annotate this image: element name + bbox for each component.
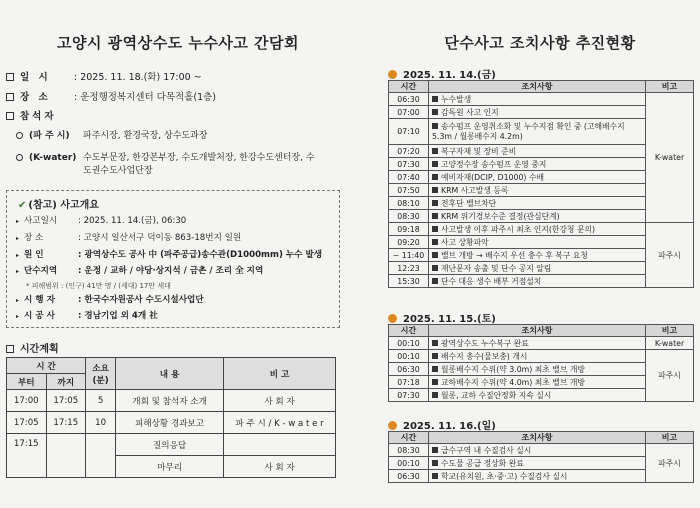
meta-attendees: 참석자	[6, 111, 74, 123]
square-bullet-icon	[432, 213, 438, 219]
square-bullet-icon	[432, 226, 438, 232]
action-table-day2: 시간 조치사항 비고 00:10 광역상수도 누수복구 완료 K-water 00:10 배수지 충수(물보충) 개시 파주시 06:30 월롱배수지 수위(약 3.0m) 최초 밸브 개방 07:18 교하배수지 수위(약 4.0m) 최초 밸브 개방 07:30 월롱, 교하 수질안정화 지속 실시	[388, 324, 694, 402]
col-header-time: 시 간	[7, 358, 86, 374]
table-row: 06:30 학교(유치원, 초·중·고) 수질검사 실시	[389, 470, 694, 483]
table-row: 00:10 배수지 충수(물보충) 개시 파주시	[389, 350, 694, 363]
table-row: 07:00 감독원 사고 인지	[389, 106, 694, 119]
triangle-bullet-icon: ▸	[16, 235, 20, 242]
table-row: ~ 11:40 밸브 개방 → 배수지 우선 충수 후 복구 요청	[389, 249, 694, 262]
square-bullet-icon	[432, 278, 438, 284]
triangle-bullet-icon: ▸	[16, 218, 20, 225]
square-bullet-icon	[432, 366, 438, 372]
square-bullet-icon	[432, 123, 438, 129]
damage-scope-note: * 피해범위 : (인구) 41만 명 / (세대) 17만 세대	[26, 282, 171, 290]
table-row: 00:10 수도물 공급 정상화 완료	[389, 457, 694, 470]
action-status-title: 단수사고 조치사항 추진현황	[444, 34, 636, 52]
meta-datetime: 일 시 : 2025. 11. 18.(화) 17:00 ~	[6, 72, 202, 84]
action-status-panel	[380, 0, 700, 508]
incident-row: ▸ 단수지역 : 운정 / 교하 / 야당·상지석 / 금촌 / 조리 全 지역	[16, 266, 264, 276]
square-bullet-icon	[432, 447, 438, 453]
circle-bullet-icon	[16, 132, 23, 139]
action-table-day1: 시간 조치사항 비고 06:30 누수발생 K-water 07:00 감독원 사고 인지 07:10 송수펌프 운영취소화 및 누수지점 확인 중 (고해배수지 5.3m / 월롱배수지 4.2m) 07:20 복구자재 및 장비 준비 07:30 고양정수장 송수펌프 운영 중지 07:40 예비자재(DCIP, D1000) 수배 07:50 KRM 사고발생 등록 08:10 전후단 밸브차단 08:30 KRM 위기경보수준 결정(관심단계) 09:18 사고발생 이후 파주시 최초 인지(한강청 문의) 파주시 09:20 사고 상황파악 ~ 11:40 밸브 개방 → 배수지 우선 충수 후 복구 요청 12:23 재난문자 송출 및 단수 공지 알림 15:30 단수 대응 생수 배부 거점설치	[388, 80, 694, 288]
table-row: 07:18 교하배수지 수위(약 4.0m) 최초 밸브 개방	[389, 376, 694, 389]
checkmark-icon: ✔	[18, 200, 27, 211]
table-row: 07:50 KRM 사고발생 등록	[389, 184, 694, 197]
square-bullet-icon	[432, 200, 438, 206]
meta-place: 장 소 : 운정행정복지센터 다목적홀(1층)	[6, 92, 216, 104]
attendee-group-kwater: (K-water) 수도부문장, 한강본부장, 수도개발처장, 한강수도센터장, 수도권수도사업단장	[16, 152, 323, 178]
checkbox-icon	[6, 73, 14, 81]
triangle-bullet-icon: ▸	[16, 313, 20, 320]
triangle-bullet-icon: ▸	[16, 268, 20, 275]
triangle-bullet-icon: ▸	[16, 252, 20, 259]
square-bullet-icon	[432, 252, 438, 258]
square-bullet-icon	[432, 473, 438, 479]
square-bullet-icon	[432, 161, 438, 167]
orange-bullet-icon	[388, 70, 397, 79]
table-row: 07:30 월롱, 교하 수질안정화 지속 실시	[389, 389, 694, 402]
col-header-content: 내 용	[116, 358, 224, 390]
orange-bullet-icon	[388, 314, 397, 323]
day-header: 2025. 11. 16.(일)	[388, 417, 496, 432]
table-row: 06:30 누수발생 K-water	[389, 93, 694, 106]
checkbox-icon	[6, 93, 14, 101]
col-header-from: 부터	[7, 374, 47, 390]
checkbox-icon	[6, 345, 14, 353]
table-row: 08:10 전후단 밸브차단	[389, 197, 694, 210]
table-row: 07:30 고양정수장 송수펌프 운영 중지	[389, 158, 694, 171]
circle-bullet-icon	[16, 154, 23, 161]
day-header: 2025. 11. 15.(토)	[388, 310, 496, 325]
action-table-day3: 시간 조치사항 비고 08:30 급수구역 내 수질검사 실시 파주시 00:10 수도물 공급 정상화 완료 06:30 학교(유치원, 초·중·고) 수질검사 실시	[388, 431, 694, 483]
table-row: 09:20 사고 상황파악	[389, 236, 694, 249]
table-row: 17:15 질의응답	[7, 434, 336, 456]
square-bullet-icon	[432, 265, 438, 271]
incident-row: ▸ 시 행 자 : 한국수자원공사 수도시설사업단	[16, 295, 204, 305]
col-header-note: 비 고	[224, 358, 336, 390]
square-bullet-icon	[432, 148, 438, 154]
square-bullet-icon	[432, 340, 438, 346]
table-row: 17:00 17:05 5 개회 및 참석자 소개 사 회 자	[7, 390, 336, 412]
square-bullet-icon	[432, 379, 438, 385]
checkbox-icon	[6, 112, 14, 120]
table-row: 00:10 광역상수도 누수복구 완료 K-water	[389, 337, 694, 350]
meeting-title: 고양시 광역상수도 누수사고 간담회	[56, 34, 300, 52]
table-row: 08:30 급수구역 내 수질검사 실시 파주시	[389, 444, 694, 457]
square-bullet-icon	[432, 96, 438, 102]
square-bullet-icon	[432, 174, 438, 180]
table-row: 17:05 17:15 10 피해상황 경과보고 파 주 시 / K - w a t e r	[7, 412, 336, 434]
incident-row: ▸ 시 공 사 : 경남기업 외 4개 社	[16, 311, 158, 321]
schedule-table	[6, 357, 336, 478]
square-bullet-icon	[432, 239, 438, 245]
square-bullet-icon	[432, 392, 438, 398]
square-bullet-icon	[432, 460, 438, 466]
table-row: 마무리 사 회 자	[7, 456, 336, 478]
attendee-group-paju: (파 주 시) 파주시장, 환경국장, 상수도과장	[16, 130, 323, 143]
square-bullet-icon	[432, 353, 438, 359]
schedule-title: 시간계획	[6, 340, 59, 355]
table-row: 09:18 사고발생 이후 파주시 최초 인지(한강청 문의) 파주시	[389, 223, 694, 236]
table-row: 08:30 KRM 위기경보수준 결정(관심단계)	[389, 210, 694, 223]
incident-row: ▸ 사고일시 : 2025. 11. 14.(금), 06:30	[16, 216, 187, 226]
square-bullet-icon	[432, 187, 438, 193]
orange-bullet-icon	[388, 421, 397, 430]
table-row: 07:40 예비자재(DCIP, D1000) 수배	[389, 171, 694, 184]
day-header: 2025. 11. 14.(금)	[388, 66, 496, 81]
table-row: 15:30 단수 대응 생수 배부 거점설치	[389, 275, 694, 288]
col-header-to: 까지	[46, 374, 86, 390]
triangle-bullet-icon: ▸	[16, 297, 20, 304]
incident-overview-title: ✔ (참고) 사고개요	[18, 200, 99, 211]
square-bullet-icon	[432, 109, 438, 115]
table-row: 06:30 월롱배수지 수위(약 3.0m) 최초 밸브 개방	[389, 363, 694, 376]
table-row: 12:23 재난문자 송출 및 단수 공지 알림	[389, 262, 694, 275]
col-header-duration: 소요 (분)	[86, 358, 116, 390]
table-row: 07:10 송수펌프 운영취소화 및 누수지점 확인 중 (고해배수지 5.3m / 월롱배수지 4.2m)	[389, 119, 694, 145]
incident-row: ▸ 원 인 : 광역상수도 공사 中 (파주공급)송수관(D1000mm) 누수 발생	[16, 250, 323, 260]
table-row: 07:20 복구자재 및 장비 준비	[389, 145, 694, 158]
incident-row: ▸ 장 소 : 고양시 일산서구 덕이동 863-18번지 일원	[16, 233, 242, 243]
